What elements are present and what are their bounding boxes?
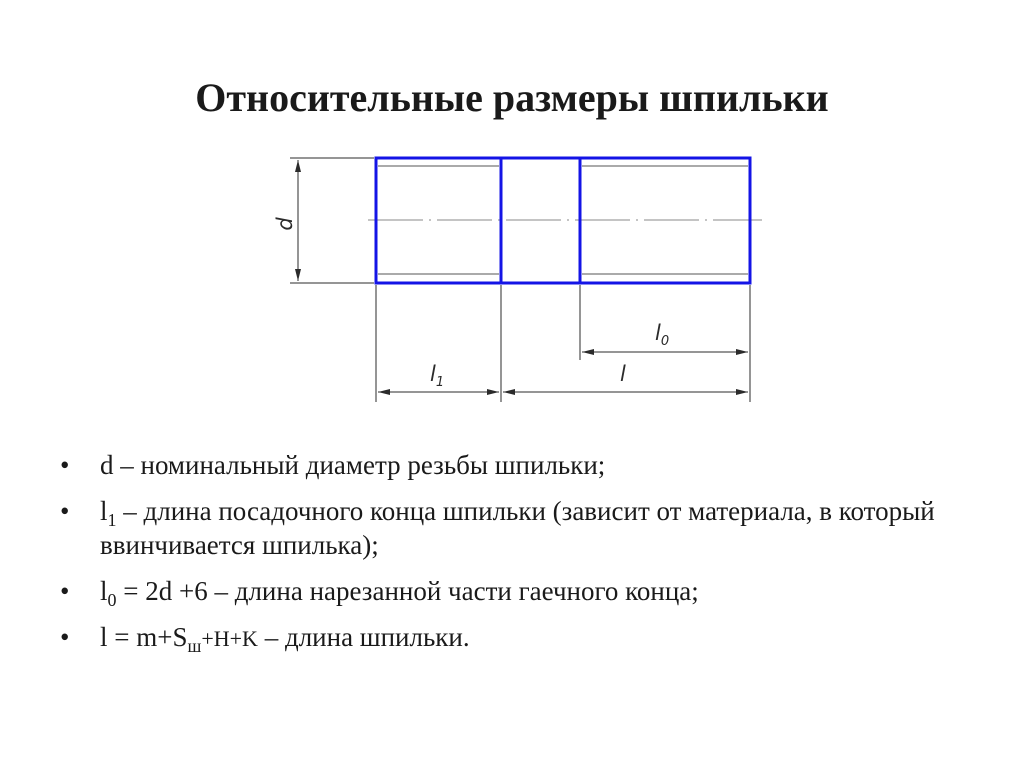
bullet-diameter [60,448,960,482]
l0-label-sub: 0 [660,334,670,349]
l1-label-sub: 1 [435,375,445,390]
bullet-var: l [100,576,108,606]
bullet-var: d [100,450,114,480]
bullet-marker: • [60,496,70,526]
bullet-marker: • [60,450,70,480]
bullet-var: l = m+S [100,622,188,652]
diameter-label: d [273,217,297,231]
bullet-text: = 2d +6 – длина нарезанной части гаечного конца; [116,576,699,606]
l0-label [655,321,669,349]
bullet-marker: • [60,622,70,652]
bullet-text: – номинальный диаметр резьбы шпильки; [113,450,606,480]
bullet-marker: • [60,576,70,606]
bullet-small-text: +H+K [201,626,258,651]
bullet-l0 [60,574,960,608]
slide-title: Относительные размеры шпильки [195,75,829,120]
bullet-subscript: ш [187,636,202,656]
l0-label-main: l [655,321,661,345]
bullet-text: – длина шпильки. [257,622,470,652]
definitions-list [60,448,960,668]
l-label: l [620,362,626,386]
bullet-l-total [60,620,960,656]
diameter-dimension [290,158,374,283]
bullet-text: – длина посадочного конца шпильки (зависит от материала, в который ввинчивается шпилька); [100,496,935,560]
bullet-subscript: 0 [107,590,117,610]
bullet-subscript: 1 [107,510,117,530]
l1-label [430,362,444,390]
l1-label-main: l [430,362,436,386]
bullet-var: l [100,496,108,526]
bullet-l1 [60,494,960,562]
